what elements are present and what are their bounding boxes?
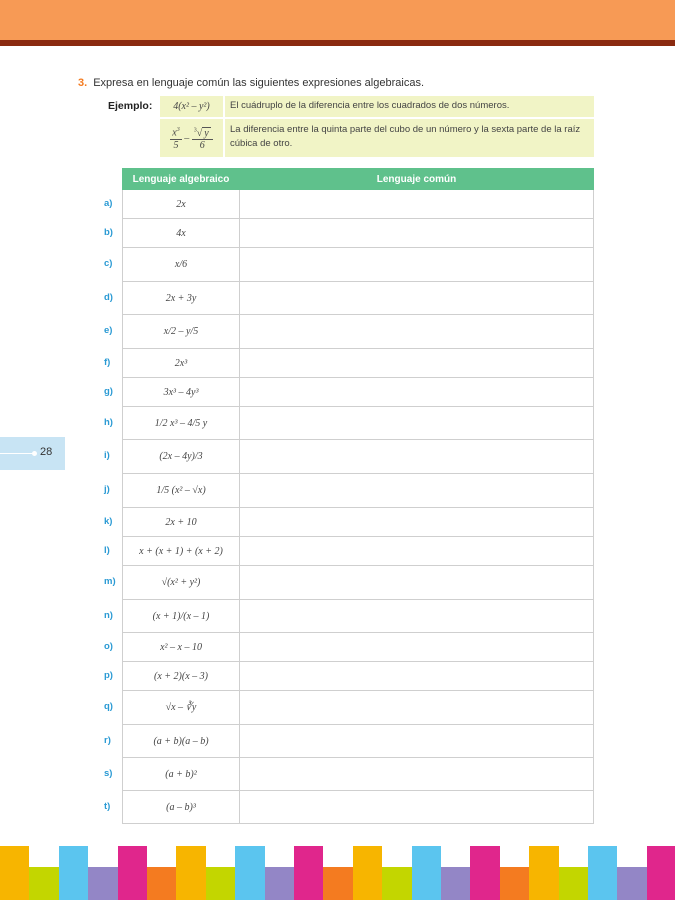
algebraic-expression: x/2 – y/5 (123, 315, 240, 349)
table-row (123, 662, 594, 691)
algebraic-expression: x + (x + 1) + (x + 2) (123, 537, 240, 566)
header-common: Lenguaje común (240, 169, 594, 190)
table-row (123, 315, 594, 349)
table-row (123, 440, 594, 474)
common-language-answer[interactable] (240, 537, 594, 566)
common-language-answer[interactable] (240, 566, 594, 600)
common-language-answer[interactable] (240, 407, 594, 440)
row-label: f) (104, 356, 111, 368)
row-label: l) (104, 544, 110, 556)
algebraic-expression: x² – x – 10 (123, 633, 240, 662)
algebraic-expression: 3x³ – 4y³ (123, 378, 240, 407)
common-language-answer[interactable] (240, 282, 594, 315)
table-row (123, 725, 594, 758)
algebraic-expression: 1/2 x³ – 4/5 y (123, 407, 240, 440)
exercise-text: Expresa en lenguaje común las siguientes expresiones algebraicas. (93, 77, 424, 89)
table-row (123, 600, 594, 633)
top-banner (0, 0, 675, 40)
common-language-answer[interactable] (240, 248, 594, 282)
table-row (123, 190, 594, 219)
row-label: m) (104, 576, 116, 587)
page-number-tab (0, 437, 65, 470)
algebraic-expression: √(x² + y²) (123, 566, 240, 600)
table-row (123, 566, 594, 600)
algebraic-expression: 2x + 10 (123, 508, 240, 537)
example-expression-1 (160, 96, 223, 117)
example-description-1: El cuádruplo de la diferencia entre los cuadrados de dos números. (225, 96, 594, 117)
row-label: r) (104, 734, 111, 746)
algebraic-expression: 2x + 3y (123, 282, 240, 315)
page-number: 28 (40, 446, 53, 458)
example-expression-2: $\frac{x^3}{5}$ – $\frac{^3√ y}{6}$ (160, 119, 223, 157)
common-language-answer[interactable] (240, 378, 594, 407)
row-label: g) (104, 385, 113, 397)
algebraic-expression: (2x – 4y)/3 (123, 440, 240, 474)
row-label: n) (104, 609, 113, 621)
algebraic-expression: 4x (123, 219, 240, 248)
row-label: q) (104, 701, 113, 712)
algebraic-expression: (a – b)³ (123, 791, 240, 824)
algebraic-expression: (x + 1)/(x – 1) (123, 600, 240, 633)
row-label: i) (104, 450, 110, 461)
exercise-instruction (78, 77, 424, 89)
common-language-answer[interactable] (240, 315, 594, 349)
algebraic-expression: x/6 (123, 248, 240, 282)
row-label: k) (104, 515, 113, 527)
row-label: h) (104, 416, 113, 428)
example-expression-text-1: 4(x² – y²) (173, 101, 210, 112)
algebraic-expression: √x – ∛y (123, 691, 240, 725)
table-row (123, 248, 594, 282)
row-label: o) (104, 640, 113, 652)
example-description-2: La diferencia entre la quinta parte del cubo de un número y la sexta parte de la raíz cúbica de otro. (225, 119, 594, 157)
common-language-answer[interactable] (240, 791, 594, 824)
common-language-answer[interactable] (240, 508, 594, 537)
table-row (123, 282, 594, 315)
algebraic-expression: (a + b)(a – b) (123, 725, 240, 758)
table-row (123, 758, 594, 791)
table-row (123, 691, 594, 725)
table-row (123, 349, 594, 378)
common-language-answer[interactable] (240, 474, 594, 508)
common-language-answer[interactable] (240, 725, 594, 758)
row-label: d) (104, 291, 113, 303)
row-label: p) (104, 669, 113, 681)
table-row (123, 474, 594, 508)
expressions-table (122, 168, 594, 824)
algebraic-expression: (a + b)² (123, 758, 240, 791)
table-row (123, 633, 594, 662)
common-language-answer[interactable] (240, 600, 594, 633)
example-label: Ejemplo: (108, 100, 153, 112)
row-label: b) (104, 226, 113, 238)
table-row (123, 537, 594, 566)
algebraic-expression: 2x³ (123, 349, 240, 378)
algebraic-expression: 1/5 (x² – √x) (123, 474, 240, 508)
common-language-answer[interactable] (240, 691, 594, 725)
common-language-answer[interactable] (240, 633, 594, 662)
top-divider (0, 40, 675, 46)
row-label: j) (104, 484, 110, 495)
common-language-answer[interactable] (240, 190, 594, 219)
table-row (123, 791, 594, 824)
row-label: c) (104, 258, 113, 269)
row-label: s) (104, 767, 113, 779)
row-label: a) (104, 197, 113, 209)
common-language-answer[interactable] (240, 440, 594, 474)
table-row (123, 407, 594, 440)
common-language-answer[interactable] (240, 349, 594, 378)
table-row (123, 219, 594, 248)
table-row (123, 508, 594, 537)
common-language-answer[interactable] (240, 662, 594, 691)
common-language-answer[interactable] (240, 219, 594, 248)
row-label: e) (104, 325, 113, 336)
algebraic-expression: (x + 2)(x – 3) (123, 662, 240, 691)
exercise-number: 3. (78, 77, 88, 89)
algebraic-expression: 2x (123, 190, 240, 219)
row-label: t) (104, 800, 111, 812)
common-language-answer[interactable] (240, 758, 594, 791)
table-row (123, 378, 594, 407)
header-algebraic: Lenguaje algebraico (123, 169, 240, 190)
